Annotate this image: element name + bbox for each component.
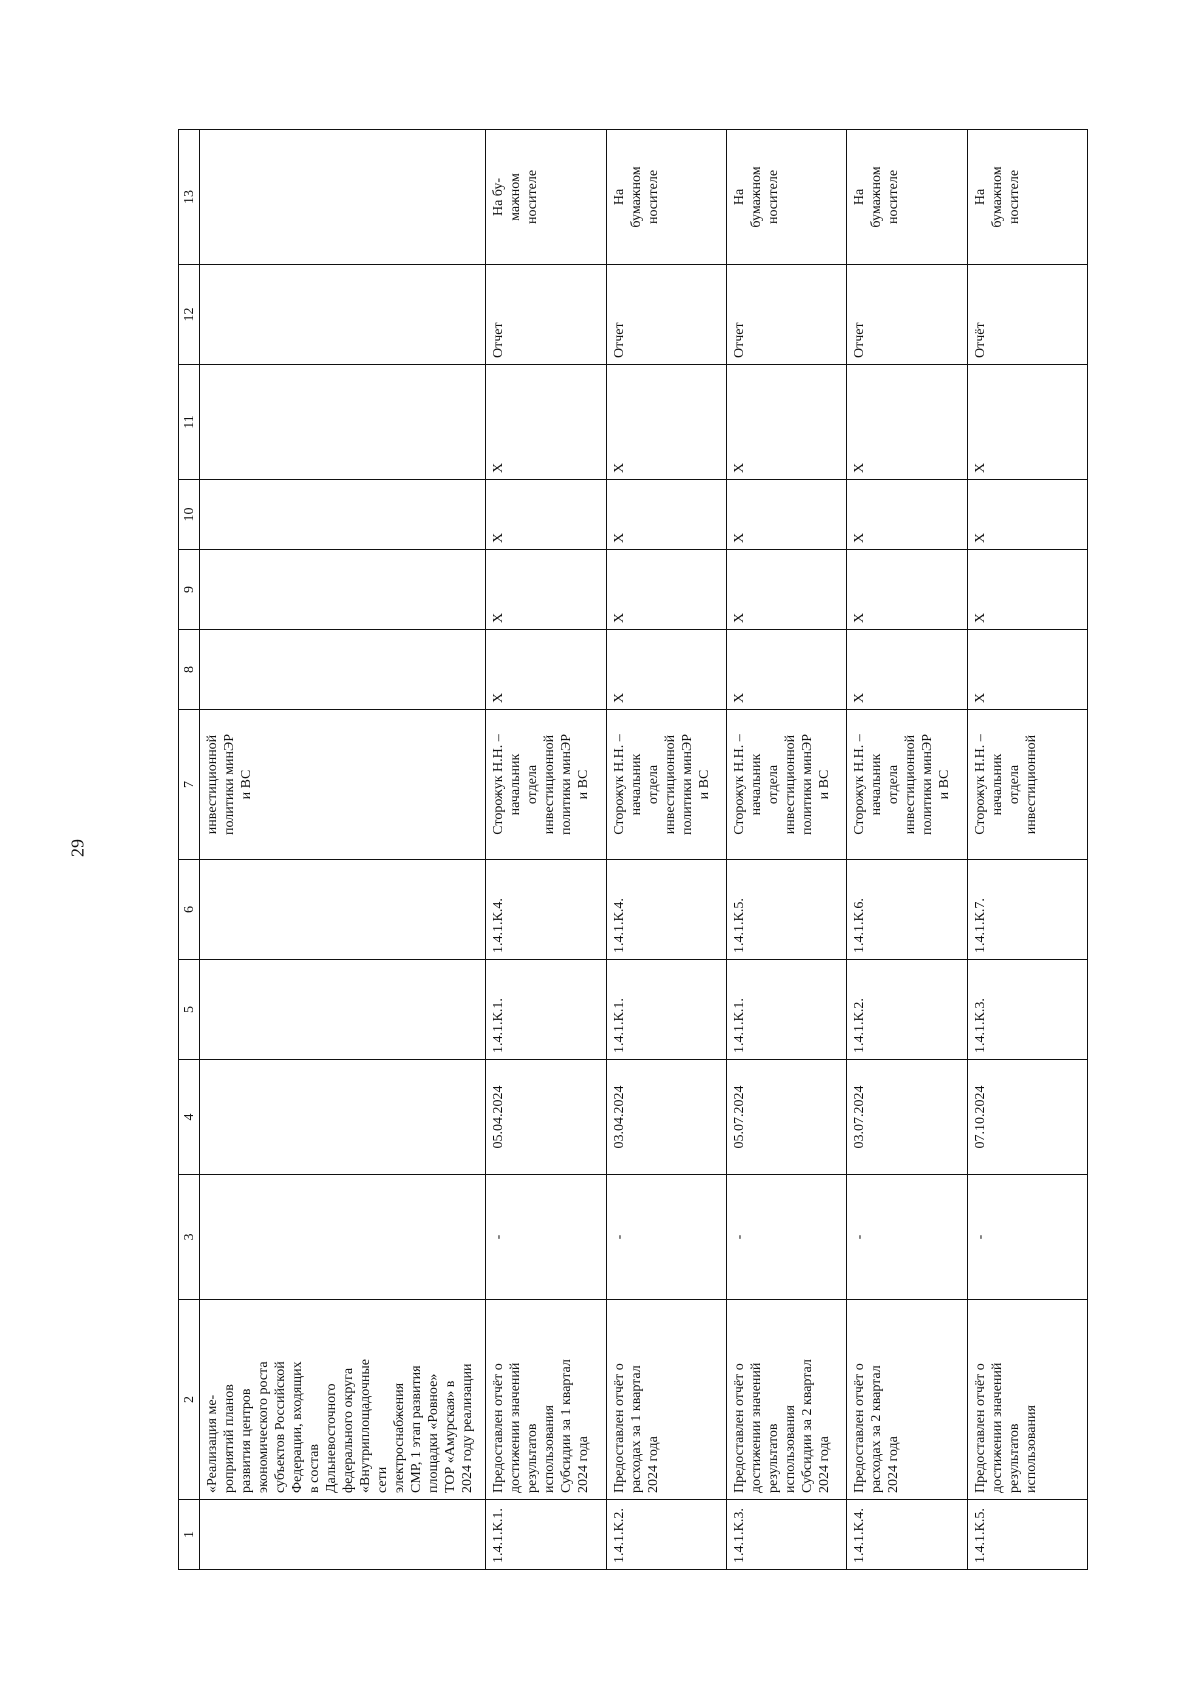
header-row	[179, 130, 200, 1570]
col-header: 6	[179, 860, 200, 960]
table-cell-col13: На бу- мажном носителе	[486, 130, 606, 265]
table-cell-col12	[200, 265, 486, 365]
col-header: 5	[179, 960, 200, 1060]
table-cell-col4: 05.04.2024	[486, 1060, 606, 1175]
table-cell-col10: Х	[486, 480, 606, 550]
table-cell-col8: Х	[727, 630, 847, 710]
table-cell-col3	[200, 1175, 486, 1300]
table-cell-col8	[200, 630, 486, 710]
table-cell-col5	[200, 960, 486, 1060]
col-header: 9	[179, 550, 200, 630]
table-cell-col5: 1.4.1.К.1.	[606, 960, 726, 1060]
table-cell-col5: 1.4.1.К.1.	[727, 960, 847, 1060]
table-cell-col4: 07.10.2024	[967, 1060, 1087, 1175]
table-cell-col9: Х	[847, 550, 967, 630]
col-header: 1	[179, 1500, 200, 1570]
table-cell-col3: -	[606, 1175, 726, 1300]
table-cell-col13	[200, 130, 486, 265]
table-cell-col10: Х	[847, 480, 967, 550]
table-cell-col11: Х	[967, 365, 1087, 480]
page-number: 29	[67, 839, 88, 857]
table-cell-col6: 1.4.1.К.4.	[486, 860, 606, 960]
table-cell-col10: Х	[727, 480, 847, 550]
table-cell-col7: инвестиционной политики минЭР и ВС	[200, 710, 486, 860]
table-cell-col12: Отчет	[847, 265, 967, 365]
table-cell-col12: Отчет	[606, 265, 726, 365]
table-cell-col13: На бумажном носителе	[847, 130, 967, 265]
table-cell-col7: Сторожук Н.Н. – начальник отдела инвестиционной	[967, 710, 1087, 860]
col-header: 10	[179, 480, 200, 550]
table-cell-col10: Х	[967, 480, 1087, 550]
table-cell-col1: 1.4.1.К.5.	[967, 1500, 1087, 1570]
table-cell-col7: Сторожук Н.Н. – начальник отдела инвестиционной политики минЭР и ВС	[727, 710, 847, 860]
table-cell-col11: Х	[486, 365, 606, 480]
table-cell-col1: 1.4.1.К.3.	[727, 1500, 847, 1570]
table-cell-col5: 1.4.1.К.2.	[847, 960, 967, 1060]
table-cell-col5: 1.4.1.К.1.	[486, 960, 606, 1060]
table-cell-col5: 1.4.1.К.3.	[967, 960, 1087, 1060]
table-cell-col12: Отчет	[727, 265, 847, 365]
table-cell-col10: Х	[606, 480, 726, 550]
table-row	[606, 130, 726, 1570]
table-cell-col8: Х	[606, 630, 726, 710]
table-cell-col8: Х	[847, 630, 967, 710]
table-cell-col6	[200, 860, 486, 960]
table-cell-col9: Х	[486, 550, 606, 630]
table-row	[967, 130, 1087, 1570]
table-cell-col4	[200, 1060, 486, 1175]
table-cell-col2: Предоставлен отчёт о достижении значений результатов использования Субсидии за 1 квартал 2024 года	[486, 1300, 606, 1500]
table-cell-col12: Отчет	[486, 265, 606, 365]
table-cell-col9	[200, 550, 486, 630]
table-cell-col11	[200, 365, 486, 480]
table-cell-col1: 1.4.1.К.2.	[606, 1500, 726, 1570]
table-cell-col2: Предоставлен отчёт о достижении значений результатов использования Субсидии за 2 квартал 2024 года	[727, 1300, 847, 1500]
table-cell-col2: Предоставлен отчёт о достижении значений результатов использования	[967, 1300, 1087, 1500]
table-row	[486, 130, 606, 1570]
table-cell-col3: -	[967, 1175, 1087, 1300]
table-cell-col7: Сторожук Н.Н. – начальник отдела инвестиционной политики минЭР и ВС	[486, 710, 606, 860]
table-cell-col13: На бумажном носителе	[967, 130, 1087, 265]
table-cell-col3: -	[486, 1175, 606, 1300]
col-header: 11	[179, 365, 200, 480]
table-cell-col6: 1.4.1.К.4.	[606, 860, 726, 960]
table-cell-col4: 03.04.2024	[606, 1060, 726, 1175]
table-cell-col3: -	[727, 1175, 847, 1300]
table-cell-col6: 1.4.1.К.6.	[847, 860, 967, 960]
table-cell-col4: 03.07.2024	[847, 1060, 967, 1175]
table-cell-col11: Х	[606, 365, 726, 480]
col-header: 13	[179, 130, 200, 265]
table-cell-col8: Х	[967, 630, 1087, 710]
col-header: 3	[179, 1175, 200, 1300]
table-cell-col1: 1.4.1.К.4.	[847, 1500, 967, 1570]
col-header: 4	[179, 1060, 200, 1175]
col-header: 12	[179, 265, 200, 365]
table-row	[847, 130, 967, 1570]
table-cell-col9: Х	[727, 550, 847, 630]
table-cell-col7: Сторожук Н.Н. – начальник отдела инвестиционной политики минЭР и ВС	[847, 710, 967, 860]
table-row	[727, 130, 847, 1570]
table-cell-col12: Отчёт	[967, 265, 1087, 365]
rotated-table-container	[178, 130, 1088, 1570]
table-cell-col13: На бумажном носителе	[606, 130, 726, 265]
table-cell-col1	[200, 1500, 486, 1570]
table-cell-col11: Х	[727, 365, 847, 480]
col-header: 2	[179, 1300, 200, 1500]
table-cell-col4: 05.07.2024	[727, 1060, 847, 1175]
col-header: 7	[179, 710, 200, 860]
table-row	[200, 130, 486, 1570]
table-cell-col2: Предоставлен отчёт о расходах за 1 квартал 2024 года	[606, 1300, 726, 1500]
plan-table	[178, 129, 1088, 1570]
table-cell-col7: Сторожук Н.Н. – начальник отдела инвестиционной политики минЭР и ВС	[606, 710, 726, 860]
table-cell-col8: Х	[486, 630, 606, 710]
table-cell-col6: 1.4.1.К.5.	[727, 860, 847, 960]
table-cell-col13: На бумажном носителе	[727, 130, 847, 265]
table-cell-col10	[200, 480, 486, 550]
col-header: 8	[179, 630, 200, 710]
table-cell-col2: «Реализация ме- роприятий планов развития центров экономического роста субъектов Российской Федерации, входящих в состав Дальневосточного федерального округа «Внутриплощадочные сети электроснабжения СМР, 1 этап развития площадки «Ровное» ТОР «Амурская» в 2024 году реализации	[200, 1300, 486, 1500]
table-cell-col1: 1.4.1.К.1.	[486, 1500, 606, 1570]
table-cell-col2: Предоставлен отчёт о расходах за 2 квартал 2024 года	[847, 1300, 967, 1500]
table-cell-col9: Х	[606, 550, 726, 630]
table-cell-col3: -	[847, 1175, 967, 1300]
table-cell-col9: Х	[967, 550, 1087, 630]
table-cell-col6: 1.4.1.К.7.	[967, 860, 1087, 960]
table-cell-col11: Х	[847, 365, 967, 480]
